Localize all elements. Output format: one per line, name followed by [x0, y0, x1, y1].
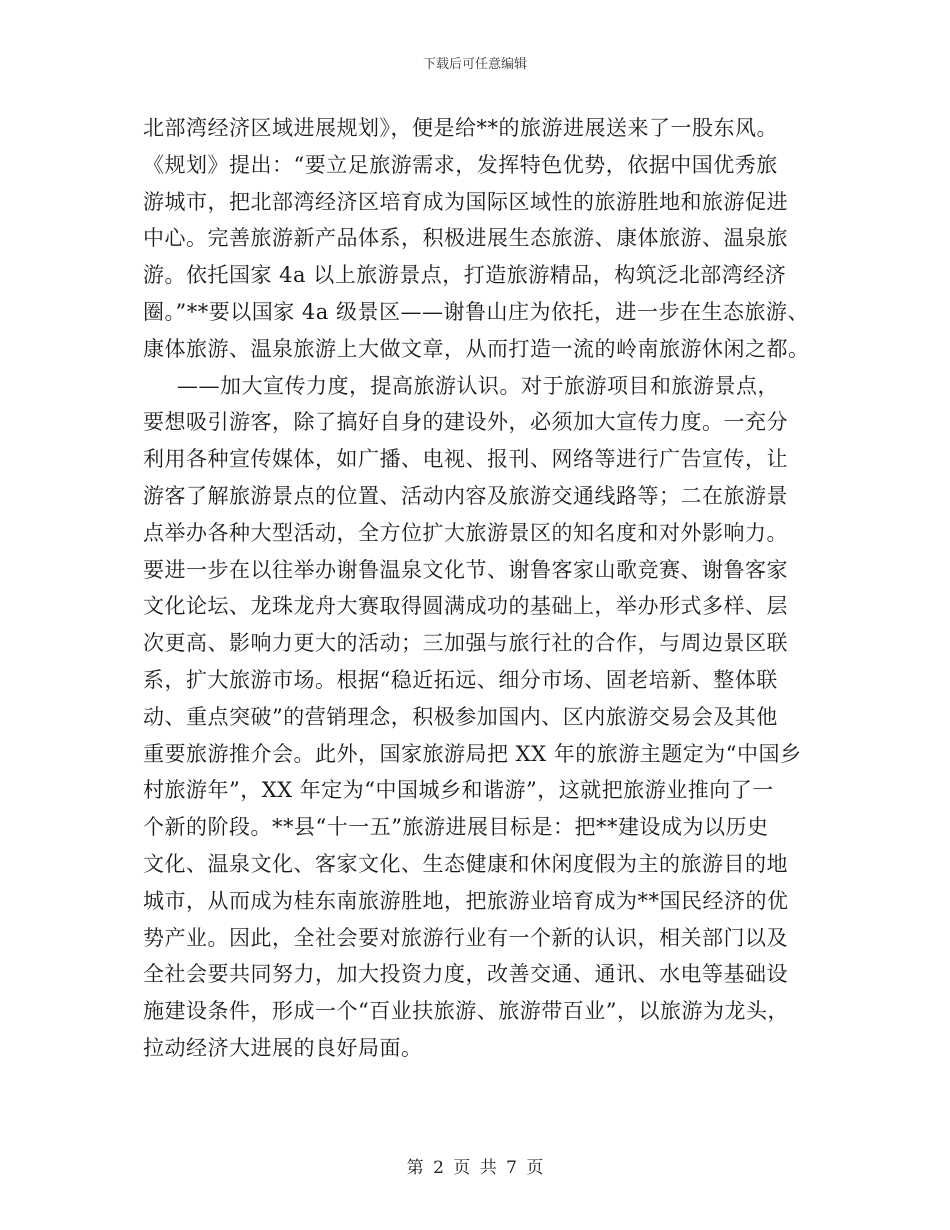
text-line: 势产业。因此，全社会要对旅游行业有一个新的认识，相关部门以及: [143, 925, 788, 950]
text-line: 康体旅游、温泉旅游上大做文章，从而打造一流的岭南旅游休闲之都。: [143, 336, 810, 361]
text-line: 系，扩大旅游市场。根据“稳近拓远、细分市场、固老培新、整体联: [143, 667, 778, 692]
text-line: 游客了解旅游景点的位置、活动内容及旅游交通线路等；二在旅游景: [143, 483, 788, 508]
text-line: 要想吸引游客，除了搞好自身的建设外，必须加大宣传力度。一充分: [143, 410, 788, 435]
text-line: 城市，从而成为桂东南旅游胜地，把旅游业培育成为**国民经济的优: [143, 888, 789, 913]
text-line: 《规划》提出：“要立足旅游需求，发挥特色优势，依据中国优秀旅: [143, 152, 778, 177]
text-line: 游。依托国家 4a 以上旅游景点，打造旅游精品，构筑泛北部湾经济: [143, 263, 787, 288]
text-line: 文化、温泉文化、客家文化、生态健康和休闲度假为主的旅游目的地: [143, 851, 788, 876]
paragraph-start-line: ——加大宣传力度，提高旅游认识。对于旅游项目和旅游景点，: [177, 373, 779, 398]
page-header-note: 下载后可任意编辑: [422, 57, 527, 72]
text-line: 文化论坛、龙珠龙舟大赛取得圆满成功的基础上，举办形式多样、层: [143, 594, 788, 619]
text-line: 点举办各种大型活动，全方位扩大旅游景区的知名度和对外影响力。: [143, 520, 788, 545]
text-line: 次更高、影响力更大的活动；三加强与旅行社的合作，与周边景区联: [143, 631, 788, 656]
text-line: 个新的阶段。**县“十一五”旅游进展目标是：把**建设成为以历史: [143, 815, 769, 840]
text-line: 北部湾经济区域进展规划》，便是给**的旅游进展送来了一股东风。: [143, 116, 778, 140]
page-footer-page-number: 第 2 页 共 7 页: [406, 1158, 544, 1178]
text-line: 动、重点突破”的营销理念，积极参加国内、区内旅游交易会及其他: [143, 704, 778, 729]
text-line: 利用各种宣传媒体，如广播、电视、报刊、网络等进行广告宣传，让: [143, 447, 788, 472]
text-line: 重要旅游推介会。此外，国家旅游局把 XX 年的旅游主题定为“中国乡: [143, 741, 802, 766]
text-line: 拉动经济大进展的良好局面。: [143, 1035, 423, 1060]
text-line: 要进一步在以往举办谢鲁温泉文化节、谢鲁客家山歌竞赛、谢鲁客家: [143, 557, 788, 582]
text-line: 全社会要共同努力，加大投资力度，改善交通、通讯、水电等基础设: [143, 962, 788, 987]
document-body: [143, 110, 843, 1067]
text-line: 施建设条件，形成一个“百业扶旅游、旅游带百业”，以旅游为龙头，: [143, 999, 789, 1024]
text-line: 游城市，把北部湾经济区培育成为国际区域性的旅游胜地和旅游促进: [143, 189, 788, 214]
text-line: 村旅游年”，XX 年定为“中国城乡和谐游”，这就把旅游业推向了一: [143, 778, 774, 803]
text-line: 中心。完善旅游新产品体系，积极进展生态旅游、康体旅游、温泉旅: [143, 226, 788, 251]
text-line: 圈。”**要以国家 4a 级景区——谢鲁山庄为依托，进一步在生态旅游、: [143, 299, 809, 324]
